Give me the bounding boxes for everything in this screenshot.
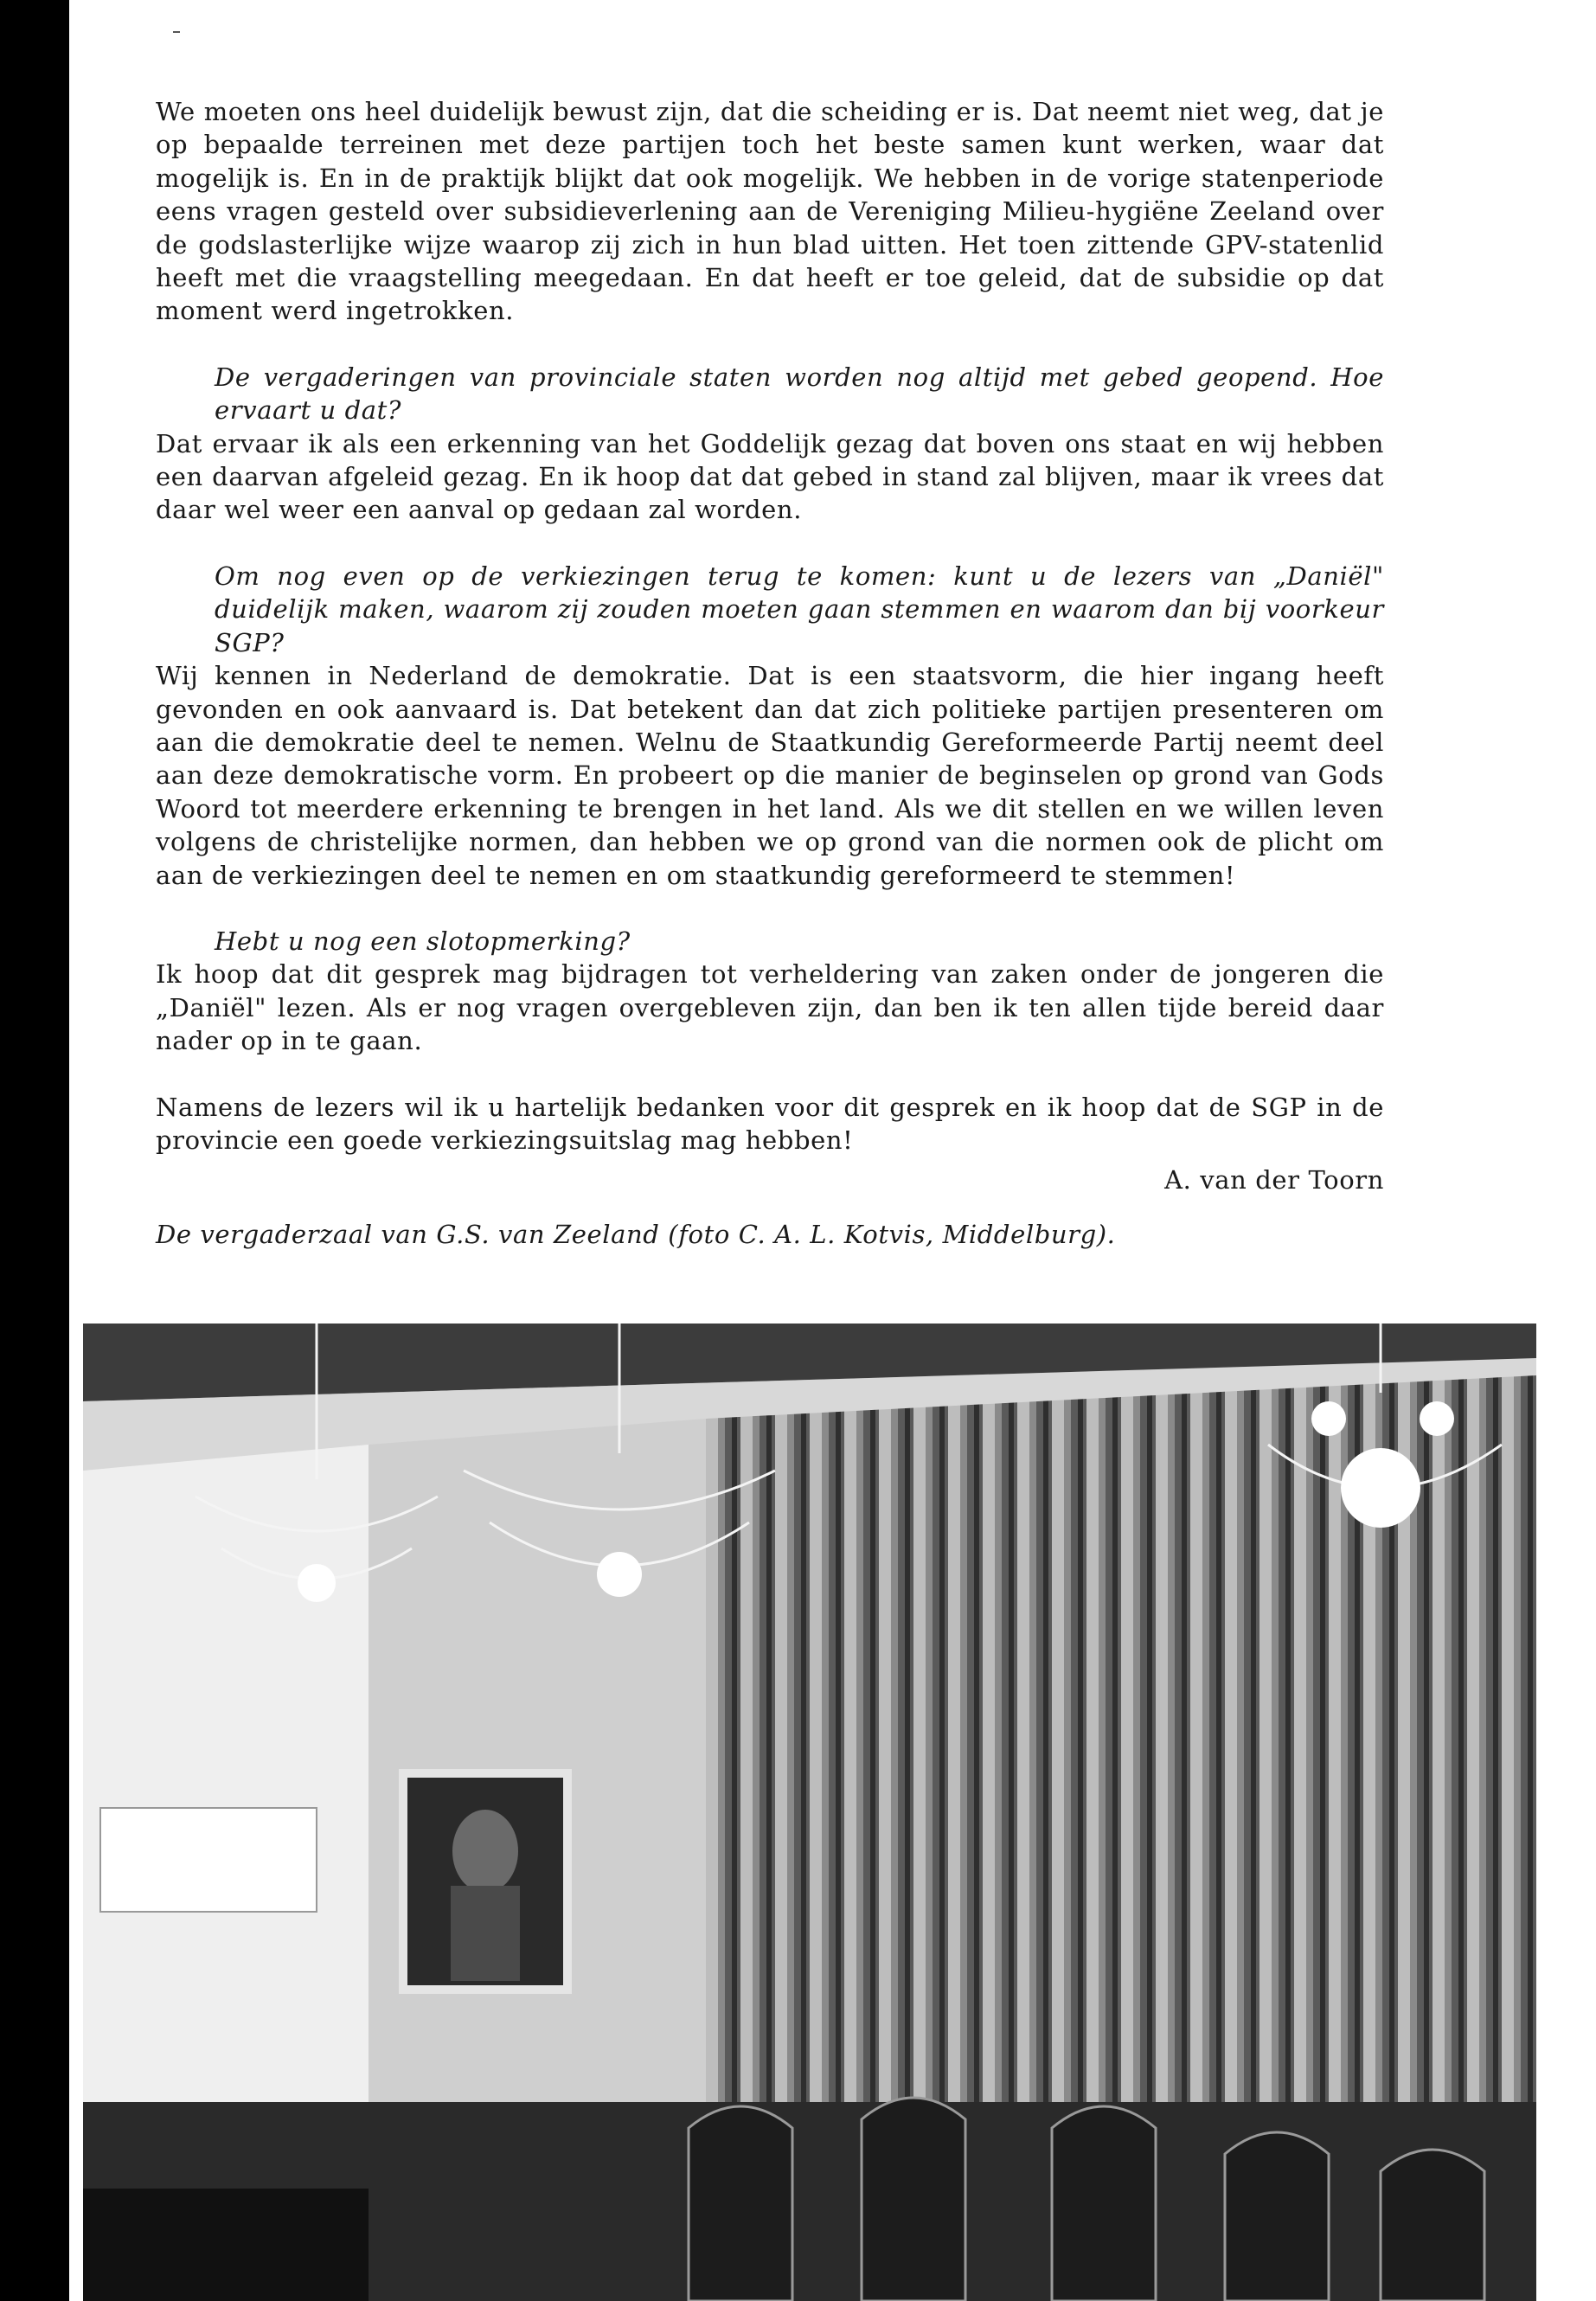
question-3: Hebt u nog een slotopmerking? [215, 926, 631, 956]
meeting-hall-illustration [83, 1324, 1536, 2301]
scan-speck [173, 31, 180, 33]
intro-paragraph: We moeten ons heel duidelijk bewust zijn, dat die scheiding er is. Dat neemt niet weg, dat je op bepaalde terreinen met deze partijen toch het beste samen kunt werken, waar dat mogelijk is. En in de praktijk blijkt dat ook mogelijk. We hebben in de vorige statenperiode eens vragen gesteld over subsidieverlening aan de Vereniging Milieu-hygiëne Zeeland over de godslasterlijke wijze waarop zij zich in hun blad uitten. Het toen zittende GPV-statenlid heeft met die vraagstelling meegedaan. En dat heeft er toe geleid, dat de subsidie op dat moment werd ingetrokken. [156, 97, 1384, 326]
author-signature: A. van der Toorn [1164, 1165, 1384, 1195]
question-2: Om nog even op de verkiezingen terug te komen: kunt u de lezers van „Daniël" duidelijk maken, waarom zij zouden moeten gaan stemmen en waarom dan bij voorkeur SGP? [215, 561, 1384, 657]
question-1: De vergaderingen van provinciale staten worden nog altijd met gebed geopend. Hoe ervaart u dat? [215, 362, 1384, 426]
article-body [156, 95, 1384, 1251]
closing-paragraph: Namens de lezers wil ik u hartelijk bedanken voor dit gesprek en ik hoop dat de SGP in de provincie een goede verkiezingsuitslag mag hebben! [156, 1092, 1384, 1155]
answer-2: Wij kennen in Nederland de demokratie. Dat is een staatsvorm, die hier ingang heeft gevonden en ook aanvaard is. Dat betekent dan dat zich politieke partijen presenteren om aan die demokratie deel te nemen. Welnu de Staatkundig Gereformeerde Partij neemt deel aan deze demokratische vorm. En probeert op die manier de beginselen op grond van Gods Woord tot meerdere erkenning te brengen in het land. Als we dit stellen en we willen leven volgens de christelijke normen, dan hebben we op grond van die normen ook de plicht om aan de verkiezingen deel te nemen en om staatkundig gereformeerd te stemmen! [156, 661, 1384, 890]
answer-3: Ik hoop dat dit gesprek mag bijdragen tot verheldering van zaken onder de jongeren die „Daniël" lezen. Als er nog vragen overgebleven zijn, dan ben ik ten allen tijde bereid daar nader op in te gaan. [156, 959, 1384, 1056]
answer-1: Dat ervaar ik als een erkenning van het Goddelijk gezag dat boven ons staat en wij hebben een daarvan afgeleid gezag. En ik hoop dat dat gebed in stand zal blijven, maar ik vrees dat daar wel weer een aanval op gedaan zal worden. [156, 428, 1384, 525]
photo-caption: De vergaderzaal van G.S. van Zeeland (foto C. A. L. Kotvis, Middelburg). [156, 1219, 1116, 1249]
meeting-hall-photo [83, 1324, 1536, 2301]
page-edge-bar [0, 0, 69, 2301]
